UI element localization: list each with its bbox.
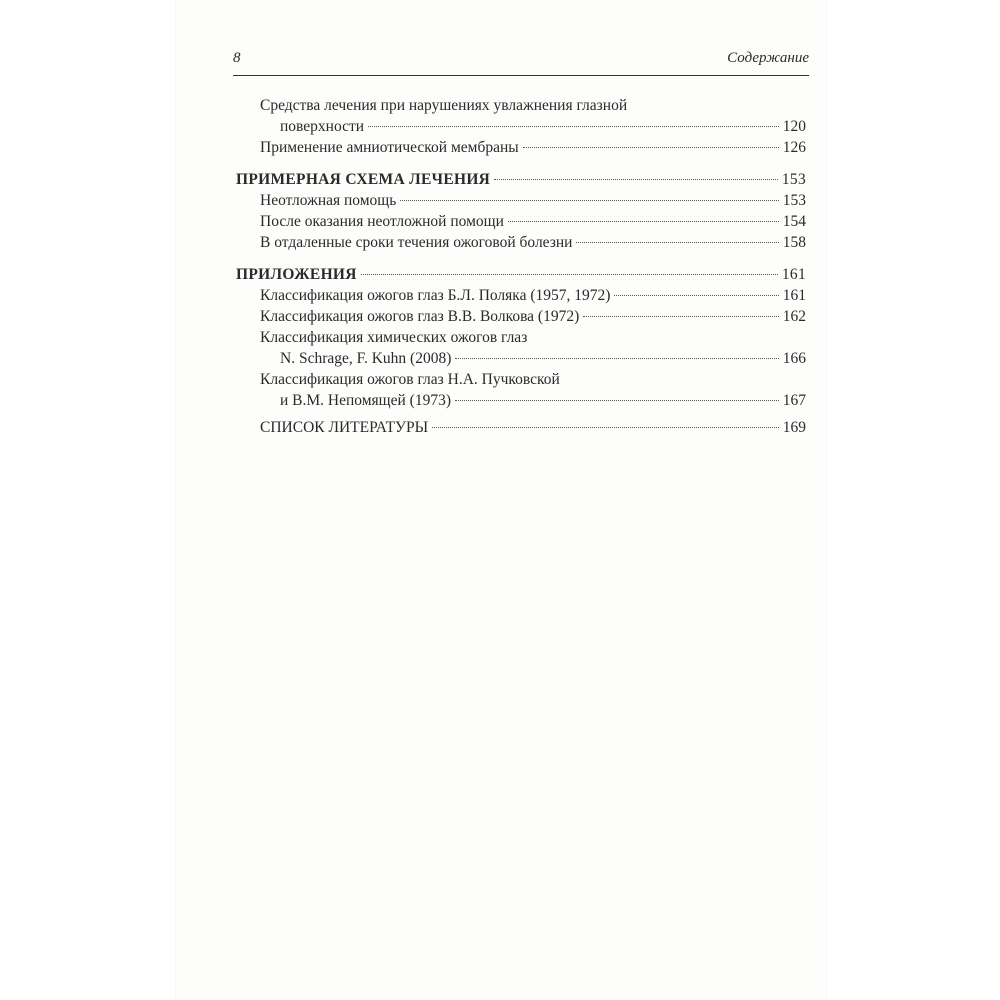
- toc-entry-text: СПИСОК ЛИТЕРАТУРЫ: [260, 419, 429, 436]
- toc-page-number: 169: [782, 419, 806, 436]
- toc-entry-line: Классификация ожогов глаз Н.А. Пучковской: [260, 371, 560, 388]
- dot-leader: [432, 427, 779, 428]
- toc-section-title: ПРИЛОЖЕНИЯ: [236, 266, 357, 283]
- spacer: [236, 158, 806, 169]
- dot-leader: [361, 274, 778, 275]
- toc-page-number: 158: [782, 234, 806, 251]
- toc-entry: [236, 211, 806, 232]
- toc-section-title: ПРИМЕРНАЯ СХЕМА ЛЕЧЕНИЯ: [236, 171, 491, 188]
- toc-entry-text: Классификация ожогов глаз В.В. Волкова (1972): [260, 308, 580, 325]
- page-header: [233, 50, 809, 72]
- toc-entry-text: Неотложная помощь: [260, 192, 397, 209]
- toc-page-number: 161: [781, 266, 806, 283]
- toc-entry-text: N. Schrage, F. Kuhn (2008): [280, 350, 452, 367]
- toc-page-number: 161: [782, 287, 806, 304]
- toc-entry: [236, 232, 806, 253]
- toc-entry: [236, 417, 806, 438]
- toc-entry-text: Классификация ожогов глаз Б.Л. Поляка (1957, 1972): [260, 287, 611, 304]
- toc-entry: [236, 116, 806, 137]
- toc-page-number: 153: [781, 171, 806, 188]
- dot-leader: [523, 147, 779, 148]
- page-number: 8: [233, 50, 241, 66]
- dot-leader: [455, 358, 778, 359]
- toc-entry-text: После оказания неотложной помощи: [260, 213, 504, 230]
- dot-leader: [614, 295, 778, 296]
- toc-page-number: 162: [782, 308, 806, 325]
- dot-leader: [583, 316, 778, 317]
- toc-entry-text: Применение амниотической мембраны: [260, 139, 519, 156]
- dot-leader: [368, 126, 779, 127]
- table-of-contents: [236, 95, 806, 438]
- toc-entry: [236, 348, 806, 369]
- spacer: [236, 253, 806, 264]
- toc-entry-line: Классификация химических ожогов глаз: [260, 329, 528, 346]
- dot-leader: [508, 221, 779, 222]
- toc-entry: [236, 285, 806, 306]
- toc-entry: [236, 137, 806, 158]
- toc-entry-text: и В.М. Непомящей (1973): [280, 392, 451, 409]
- dot-leader: [576, 242, 778, 243]
- toc-entry-line: Средства лечения при нарушениях увлажнения глазной: [260, 97, 628, 114]
- toc-entry-text: В отдаленные сроки течения ожоговой болезни: [260, 234, 573, 251]
- toc-entry: [236, 390, 806, 411]
- toc-page-number: 126: [782, 139, 806, 156]
- header-rule: [233, 75, 809, 76]
- toc-page-number: 167: [782, 392, 806, 409]
- running-title: Содержание: [727, 50, 809, 66]
- toc-page-number: 166: [782, 350, 806, 367]
- toc-page-number: 120: [782, 118, 806, 135]
- toc-page-number: 153: [782, 192, 806, 209]
- toc-section: [236, 264, 806, 285]
- toc-page-number: 154: [782, 213, 806, 230]
- dot-leader: [455, 400, 779, 401]
- dot-leader: [400, 200, 778, 201]
- toc-section: [236, 169, 806, 190]
- toc-entry-text: поверхности: [280, 118, 365, 135]
- toc-entry: [236, 190, 806, 211]
- dot-leader: [494, 179, 778, 180]
- toc-entry: [236, 306, 806, 327]
